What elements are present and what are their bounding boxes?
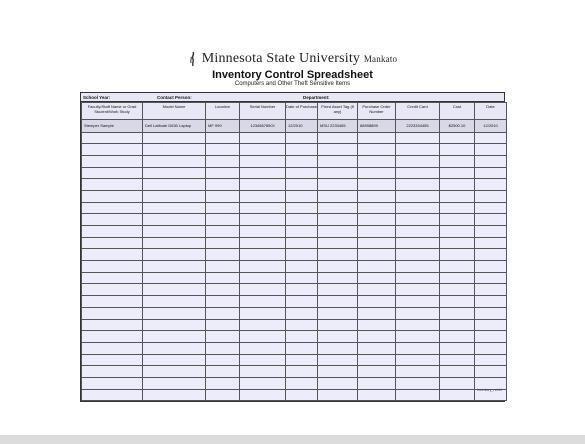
table-row — [82, 237, 507, 249]
table-cell[interactable] — [358, 331, 396, 343]
table-cell[interactable] — [206, 167, 240, 179]
table-cell[interactable] — [206, 377, 240, 389]
table-cell[interactable] — [440, 307, 475, 319]
table-cell[interactable] — [82, 179, 143, 191]
col-header-model: Model Name — [143, 103, 206, 120]
table-cell[interactable] — [440, 296, 475, 308]
table-cell[interactable] — [440, 261, 475, 273]
col-header-purchase-date: Date of Purchase — [286, 103, 318, 120]
table-cell[interactable] — [396, 261, 440, 273]
table-cell[interactable] — [240, 307, 286, 319]
table-cell[interactable] — [440, 155, 475, 167]
table-cell[interactable] — [206, 354, 240, 366]
table-cell[interactable] — [440, 377, 475, 389]
table-cell[interactable] — [82, 237, 143, 249]
table-cell[interactable] — [358, 354, 396, 366]
table-cell[interactable] — [440, 249, 475, 261]
table-cell[interactable] — [396, 307, 440, 319]
table-cell[interactable] — [286, 272, 318, 284]
table-row — [82, 226, 507, 238]
table-cell[interactable] — [240, 132, 286, 144]
table-cell[interactable] — [240, 226, 286, 238]
table-cell[interactable] — [286, 261, 318, 273]
table-cell[interactable] — [82, 214, 143, 226]
col-header-credit-card: Credit Card — [396, 103, 440, 120]
table-cell[interactable] — [143, 319, 206, 331]
table-cell[interactable] — [318, 296, 358, 308]
table-cell[interactable] — [82, 226, 143, 238]
table-cell[interactable] — [396, 132, 440, 144]
table-row — [82, 214, 507, 226]
table-cell[interactable] — [318, 284, 358, 296]
table-cell[interactable] — [286, 226, 318, 238]
table-cell[interactable] — [143, 296, 206, 308]
table-cell[interactable] — [286, 190, 318, 202]
table-cell[interactable] — [82, 249, 143, 261]
table-cell[interactable] — [396, 179, 440, 191]
document-header — [0, 50, 585, 87]
table-cell[interactable] — [240, 331, 286, 343]
table-cell[interactable] — [143, 342, 206, 354]
table-cell[interactable] — [206, 155, 240, 167]
table-cell[interactable] — [82, 319, 143, 331]
table-cell[interactable] — [206, 190, 240, 202]
table-cell[interactable] — [318, 249, 358, 261]
header-row — [82, 103, 507, 120]
table-cell[interactable] — [475, 307, 507, 319]
university-logo — [0, 50, 585, 68]
table-cell[interactable] — [286, 342, 318, 354]
table-cell[interactable] — [206, 296, 240, 308]
table-cell[interactable] — [475, 284, 507, 296]
table-row — [82, 377, 507, 389]
table-cell[interactable] — [286, 307, 318, 319]
table-cell[interactable] — [206, 144, 240, 156]
inventory-table — [81, 102, 507, 401]
table-cell[interactable] — [475, 214, 507, 226]
table-cell[interactable] — [358, 389, 396, 401]
table-cell[interactable] — [286, 389, 318, 401]
table-cell[interactable] — [318, 226, 358, 238]
table-cell[interactable] — [396, 214, 440, 226]
table-cell[interactable] — [240, 167, 286, 179]
table-cell[interactable] — [206, 307, 240, 319]
table-cell[interactable] — [358, 214, 396, 226]
table-cell[interactable] — [475, 144, 507, 156]
table-cell[interactable] — [82, 155, 143, 167]
table-cell[interactable] — [318, 319, 358, 331]
table-cell[interactable] — [440, 342, 475, 354]
table-cell[interactable] — [396, 249, 440, 261]
table-cell[interactable] — [396, 155, 440, 167]
table-row — [82, 249, 507, 261]
table-cell[interactable] — [396, 366, 440, 378]
table-cell[interactable] — [143, 307, 206, 319]
table-cell[interactable] — [240, 272, 286, 284]
table-cell[interactable] — [286, 296, 318, 308]
table-cell[interactable] — [240, 342, 286, 354]
col-header-cost: Cost — [440, 103, 475, 120]
table-cell[interactable] — [475, 319, 507, 331]
table-cell[interactable] — [206, 261, 240, 273]
table-cell[interactable] — [82, 331, 143, 343]
table-cell[interactable] — [206, 132, 240, 144]
table-cell[interactable] — [475, 226, 507, 238]
table-cell[interactable] — [143, 132, 206, 144]
page-bottom-border — [0, 435, 585, 444]
form-id: Inventory_rv/ctrl — [477, 388, 502, 392]
table-cell[interactable] — [240, 144, 286, 156]
table-cell[interactable] — [396, 389, 440, 401]
table-cell[interactable] — [318, 132, 358, 144]
table-cell[interactable] — [440, 179, 475, 191]
table-cell[interactable] — [206, 389, 240, 401]
table-cell[interactable] — [396, 237, 440, 249]
table-cell[interactable] — [475, 202, 507, 214]
table-cell[interactable] — [143, 261, 206, 273]
table-row — [82, 366, 507, 378]
table-cell[interactable] — [82, 389, 143, 401]
table-cell[interactable] — [143, 202, 206, 214]
table-cell[interactable] — [396, 144, 440, 156]
col-header-asset-tag: Fixed Asset Tag (if any) — [318, 103, 358, 120]
table-row — [82, 284, 507, 296]
table-cell[interactable] — [286, 319, 318, 331]
table-cell[interactable] — [396, 272, 440, 284]
table-cell[interactable] — [358, 296, 396, 308]
table-cell[interactable] — [206, 342, 240, 354]
table-cell[interactable] — [358, 366, 396, 378]
table-row — [82, 307, 507, 319]
table-cell[interactable] — [475, 132, 507, 144]
table-cell[interactable] — [240, 389, 286, 401]
table-row — [82, 261, 507, 273]
table-cell[interactable] — [240, 155, 286, 167]
table-cell[interactable] — [475, 155, 507, 167]
table-cell[interactable] — [475, 179, 507, 191]
table-cell[interactable] — [240, 354, 286, 366]
col-header-name: Faculty/Staff Name or Grad Student/Work Study — [82, 103, 143, 120]
table-cell[interactable] — [206, 202, 240, 214]
contact-person-label: Contact Person: — [157, 94, 192, 100]
table-cell[interactable] — [318, 272, 358, 284]
table-cell[interactable] — [358, 272, 396, 284]
table-cell[interactable] — [358, 342, 396, 354]
table-cell[interactable] — [475, 342, 507, 354]
col-header-location: Location — [206, 103, 240, 120]
inventory-sheet — [80, 92, 505, 402]
table-cell[interactable]: 88998899 — [358, 120, 396, 133]
table-row — [82, 389, 507, 401]
university-name — [202, 51, 398, 67]
table-cell[interactable] — [358, 167, 396, 179]
table-cell[interactable] — [440, 389, 475, 401]
table-row — [82, 179, 507, 191]
table-cell[interactable] — [475, 331, 507, 343]
table-cell[interactable] — [143, 272, 206, 284]
table-row — [82, 132, 507, 144]
table-cell[interactable] — [82, 202, 143, 214]
table-cell[interactable] — [396, 226, 440, 238]
table-cell[interactable] — [286, 249, 318, 261]
table-row — [82, 202, 507, 214]
school-year-label: School Year: — [83, 94, 111, 100]
table-cell[interactable] — [143, 226, 206, 238]
page-title: Inventory Control Spreadsheet — [212, 69, 373, 81]
table-cell[interactable] — [440, 202, 475, 214]
table-cell[interactable] — [358, 155, 396, 167]
table-cell[interactable] — [440, 190, 475, 202]
table-cell[interactable]: $2500.10 — [440, 120, 475, 133]
table-cell[interactable] — [143, 190, 206, 202]
table-cell[interactable] — [440, 272, 475, 284]
table-cell[interactable] — [206, 319, 240, 331]
table-cell[interactable] — [318, 389, 358, 401]
col-header-serial: Serial Number — [240, 103, 286, 120]
table-cell[interactable] — [358, 377, 396, 389]
table-cell[interactable] — [206, 331, 240, 343]
table-cell[interactable] — [318, 155, 358, 167]
col-header-date: Date — [475, 103, 507, 120]
table-cell[interactable]: 2223334455 — [396, 120, 440, 133]
table-cell[interactable] — [143, 331, 206, 343]
table-cell[interactable] — [82, 296, 143, 308]
table-cell[interactable] — [143, 214, 206, 226]
table-cell[interactable] — [82, 144, 143, 156]
table-row — [82, 190, 507, 202]
table-cell[interactable]: 12/2010 — [475, 120, 507, 133]
table-cell[interactable] — [396, 331, 440, 343]
table-cell[interactable] — [475, 272, 507, 284]
table-cell[interactable] — [206, 249, 240, 261]
table-cell[interactable] — [440, 284, 475, 296]
table-row — [82, 319, 507, 331]
table-cell[interactable] — [440, 331, 475, 343]
table-cell[interactable] — [143, 389, 206, 401]
table-cell[interactable]: MSU 2233465 — [318, 120, 358, 133]
table-cell[interactable] — [143, 144, 206, 156]
table-cell[interactable] — [396, 284, 440, 296]
table-cell[interactable] — [143, 377, 206, 389]
table-cell[interactable] — [240, 202, 286, 214]
table-cell[interactable] — [358, 132, 396, 144]
table-cell[interactable] — [143, 237, 206, 249]
table-cell[interactable] — [396, 296, 440, 308]
table-cell[interactable] — [318, 261, 358, 273]
table-cell[interactable] — [82, 354, 143, 366]
table-cell[interactable] — [286, 354, 318, 366]
table-cell[interactable] — [475, 296, 507, 308]
table-cell[interactable] — [396, 377, 440, 389]
department-label: Department: — [303, 94, 330, 100]
table-cell[interactable] — [358, 249, 396, 261]
table-cell[interactable] — [206, 284, 240, 296]
table-cell[interactable] — [318, 342, 358, 354]
table-cell[interactable] — [82, 132, 143, 144]
table-cell[interactable] — [143, 354, 206, 366]
table-row — [82, 331, 507, 343]
page-subtitle: Computers and Other Theft Sensitive Items — [234, 81, 351, 87]
table-cell[interactable] — [286, 331, 318, 343]
table-cell[interactable] — [396, 354, 440, 366]
table-cell[interactable] — [475, 237, 507, 249]
table-cell[interactable]: Dell Latitude D630 Laptop — [143, 120, 206, 133]
table-cell[interactable] — [240, 377, 286, 389]
table-cell[interactable] — [143, 366, 206, 378]
table-cell[interactable] — [82, 377, 143, 389]
table-cell[interactable]: 12/2010 — [286, 120, 318, 133]
table-cell[interactable] — [396, 202, 440, 214]
table-cell[interactable] — [318, 167, 358, 179]
table-cell[interactable] — [286, 144, 318, 156]
table-cell[interactable] — [440, 167, 475, 179]
table-cell[interactable] — [358, 284, 396, 296]
table-cell[interactable] — [143, 284, 206, 296]
table-cell[interactable] — [286, 167, 318, 179]
table-cell[interactable] — [286, 214, 318, 226]
table-cell[interactable] — [286, 132, 318, 144]
table-cell[interactable] — [318, 179, 358, 191]
table-cell[interactable] — [286, 237, 318, 249]
col-header-po-number: Purchase Order Number — [358, 103, 396, 120]
table-cell[interactable] — [286, 202, 318, 214]
table-cell[interactable] — [206, 272, 240, 284]
table-cell[interactable] — [318, 190, 358, 202]
table-cell[interactable] — [475, 366, 507, 378]
table-row — [82, 354, 507, 366]
table-cell[interactable] — [318, 307, 358, 319]
table-cell[interactable] — [143, 249, 206, 261]
table-cell[interactable] — [396, 190, 440, 202]
table-cell[interactable] — [143, 155, 206, 167]
table-cell[interactable] — [358, 237, 396, 249]
table-cell[interactable] — [206, 226, 240, 238]
table-row — [82, 155, 507, 167]
table-row — [82, 144, 507, 156]
table-cell[interactable] — [396, 342, 440, 354]
table-cell[interactable]: 123456789OI — [240, 120, 286, 133]
table-cell[interactable] — [475, 190, 507, 202]
table-cell[interactable] — [440, 144, 475, 156]
sample-row — [82, 120, 507, 133]
table-cell[interactable] — [286, 366, 318, 378]
table-cell[interactable] — [82, 261, 143, 273]
table-cell[interactable] — [440, 319, 475, 331]
table-cell[interactable] — [358, 307, 396, 319]
table-cell[interactable] — [240, 190, 286, 202]
table-cell[interactable] — [358, 179, 396, 191]
table-cell[interactable] — [318, 202, 358, 214]
table-cell[interactable] — [82, 307, 143, 319]
table-cell[interactable] — [286, 377, 318, 389]
table-cell[interactable] — [240, 296, 286, 308]
table-cell[interactable] — [240, 261, 286, 273]
table-cell[interactable] — [475, 249, 507, 261]
table-cell[interactable] — [206, 179, 240, 191]
table-cell[interactable] — [82, 272, 143, 284]
university-sub-text: Mankato — [363, 54, 398, 64]
table-cell[interactable] — [240, 214, 286, 226]
table-cell[interactable] — [358, 144, 396, 156]
table-cell[interactable] — [440, 366, 475, 378]
university-main-text: Minnesota State University — [201, 51, 361, 66]
table-cell[interactable] — [358, 319, 396, 331]
table-cell[interactable] — [475, 261, 507, 273]
table-row — [82, 342, 507, 354]
table-cell[interactable] — [396, 167, 440, 179]
table-cell[interactable] — [206, 237, 240, 249]
table-row — [82, 272, 507, 284]
table-cell[interactable] — [358, 202, 396, 214]
table-cell[interactable] — [240, 366, 286, 378]
table-cell[interactable] — [82, 342, 143, 354]
table-cell[interactable] — [240, 284, 286, 296]
table-cell[interactable] — [358, 190, 396, 202]
table-cell[interactable] — [440, 354, 475, 366]
table-cell[interactable] — [82, 366, 143, 378]
table-cell[interactable] — [240, 237, 286, 249]
table-cell[interactable] — [206, 366, 240, 378]
table-cell[interactable] — [475, 354, 507, 366]
table-cell[interactable] — [440, 226, 475, 238]
table-cell[interactable] — [240, 249, 286, 261]
table-cell[interactable] — [440, 132, 475, 144]
table-cell[interactable] — [318, 377, 358, 389]
table-cell[interactable] — [286, 284, 318, 296]
info-row — [81, 93, 504, 102]
table-cell[interactable] — [206, 214, 240, 226]
table-cell[interactable] — [143, 167, 206, 179]
table-cell[interactable] — [358, 261, 396, 273]
table-cell[interactable] — [240, 319, 286, 331]
table-cell[interactable] — [318, 354, 358, 366]
table-cell[interactable] — [286, 155, 318, 167]
table-cell[interactable] — [318, 144, 358, 156]
table-row — [82, 296, 507, 308]
table-cell[interactable] — [82, 284, 143, 296]
table-cell[interactable] — [318, 331, 358, 343]
table-cell[interactable] — [440, 237, 475, 249]
table-cell[interactable] — [440, 214, 475, 226]
table-cell[interactable] — [286, 179, 318, 191]
flame-logo-icon — [188, 51, 198, 67]
table-cell[interactable] — [82, 190, 143, 202]
table-cell[interactable] — [318, 237, 358, 249]
table-cell[interactable] — [358, 226, 396, 238]
table-cell[interactable] — [475, 167, 507, 179]
table-cell[interactable] — [318, 214, 358, 226]
table-row — [82, 167, 507, 179]
table-cell[interactable]: MF 999 — [206, 120, 240, 133]
table-cell[interactable] — [318, 366, 358, 378]
table-cell[interactable] — [396, 319, 440, 331]
table-cell[interactable] — [143, 179, 206, 191]
table-cell[interactable] — [82, 167, 143, 179]
table-cell[interactable]: Stemper Sample — [82, 120, 143, 133]
table-cell[interactable] — [240, 179, 286, 191]
